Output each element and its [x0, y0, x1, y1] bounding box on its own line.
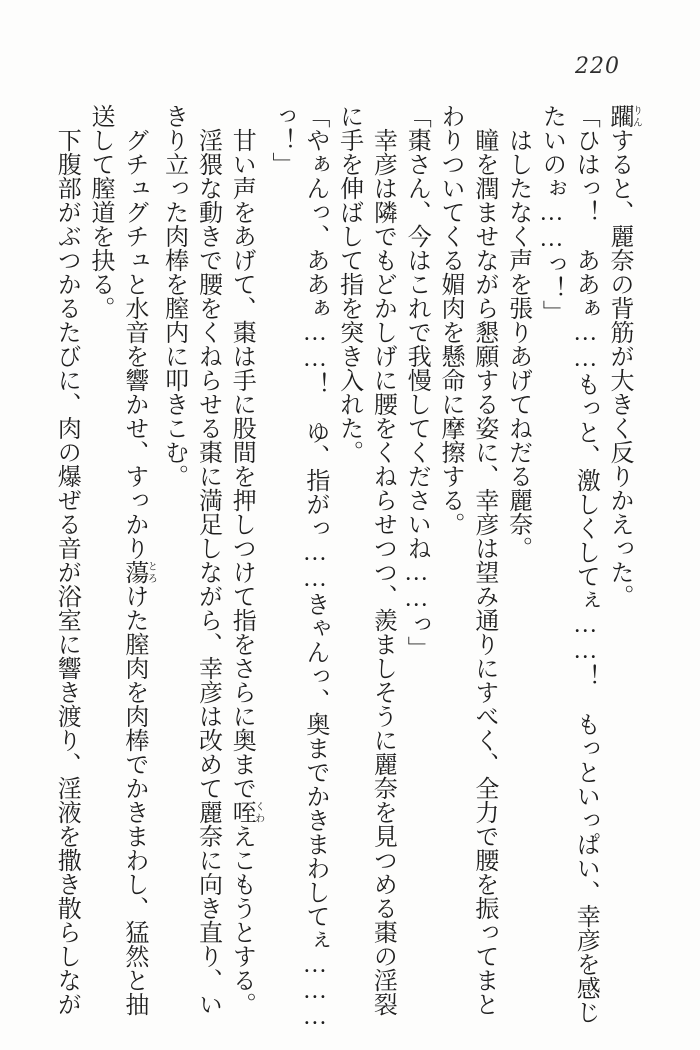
text-line: っ！」 [268, 104, 295, 176]
text-line: 送して膣道を抉る。 [87, 104, 114, 320]
text-line: 淫猥な動きで腰をくねらせる棗に満足しながら、幸彦は改めて麗奈に向き直り、い [194, 128, 221, 1016]
page-number: 220 [575, 54, 620, 79]
furigana-ruby: 蕩とろ [120, 560, 157, 584]
text-line: グチュグチュと水音を響かせ、すっかり蕩とろけた膣肉を肉棒でかきまわし、猛然と抽 [120, 128, 157, 1016]
text-line: 瞳を潤ませながら懇願する姿に、幸彦は望み通りにすべく、全力で腰を振ってまと [470, 128, 497, 1016]
text-line: きり立った肉棒を膣内に叩きこむ。 [160, 104, 187, 488]
text-line: たいのぉ……っ！」 [538, 104, 565, 324]
text-line: 幸彦は隣でもどかしげに腰をくねらせつつ、羨ましそうに麗奈を見つめる棗の淫裂 [369, 128, 396, 1016]
furigana-ruby: 躙りん [606, 104, 642, 128]
text-line: 躙りんすると、麗奈の背筋が大きく反りかえった。 [606, 104, 642, 608]
text-line: はしたなく声を張りあげてねだる麗奈。 [504, 128, 531, 560]
text-line: 「棗さん、今はこれで我慢してくださいね……っ」 [403, 104, 430, 660]
text-line: に手を伸ばして指を突き入れた。 [335, 104, 362, 464]
text-line: 「ひはっ！ ああぁ……もっと、激しくしてぇ……！ もっといっぱい、幸彦を感じ [572, 104, 599, 1024]
furigana-ruby: 咥くわ [228, 800, 264, 824]
text-line: 下腹部がぶつかるたびに、肉の爆ぜる音が浴室に響き渡り、淫液を撒き散らしなが [53, 128, 80, 1016]
text-line: わりついてくる媚肉を懸命に摩擦する。 [437, 104, 464, 536]
text-line: 甘い声をあげて、棗は手に股間を押しつけて指をさらに奥まで咥くわえこもうとする。 [228, 128, 264, 1016]
text-line: 「やぁんっ、ああぁ……！ ゆ、指がっ……きゃんっ、奥までかきまわしてぇ……… [301, 104, 328, 1030]
page-text [53, 104, 642, 1030]
